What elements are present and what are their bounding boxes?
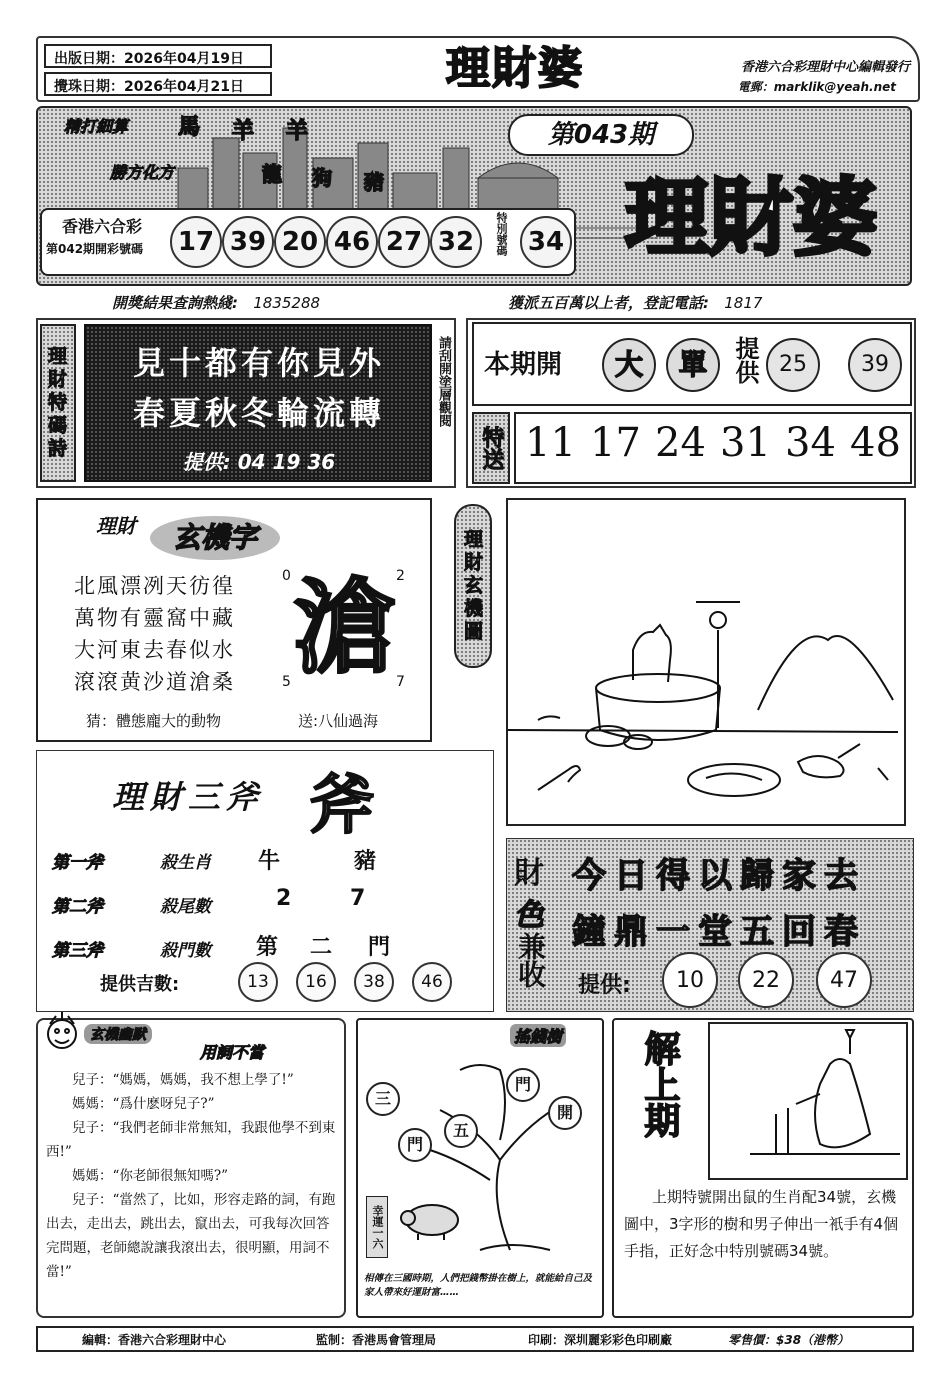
open-big-ball: 大 <box>602 338 656 392</box>
joke-paragraph-1: 兒子：“媽媽，媽媽，我不想上學了!” <box>72 1072 294 1088</box>
axe-char: 斧 <box>310 768 374 843</box>
wealth-ball-1: 10 <box>662 952 718 1008</box>
axe-1-value-2: 豬 <box>354 849 377 874</box>
wealth-provide-label: 提供: <box>578 973 631 998</box>
mystery-guess: 猜：體態龐大的動物 <box>86 712 222 730</box>
mystery-char: 滄 <box>293 568 395 688</box>
axe-3-label: 第三斧 <box>52 941 103 961</box>
banner-tag1: 精打細算 <box>64 117 129 136</box>
joke-body <box>46 1068 336 1284</box>
axe-1-label: 第一斧 <box>52 853 103 873</box>
axe-2-kill: 殺尾數 <box>160 897 211 917</box>
lucky-ball-4: 46 <box>412 962 452 1002</box>
footer-price: 零售價：$38（港幣） <box>728 1333 850 1347</box>
last-issue-picture <box>708 1022 908 1180</box>
poem-provide: 提供: 04 19 36 <box>182 450 336 474</box>
last-issue-title: 解上期 <box>639 1030 680 1138</box>
old-man-drawing-icon <box>710 1024 906 1178</box>
joke-paragraph-2: 媽媽：“爲什麽呀兒子?” <box>72 1096 215 1112</box>
axe-3-value-3: 門 <box>368 935 391 960</box>
corner-top-right: 2 <box>396 568 405 584</box>
axe-2-value-1: 2 <box>276 886 292 911</box>
pig-tag: 幸運一六 <box>366 1196 388 1258</box>
mystery-picture <box>506 498 906 826</box>
special-number-6: 48 <box>850 420 901 466</box>
register-label: 獲派五百萬以上者，登記電話: <box>508 294 709 312</box>
last-issue-text: 上期特號開出鼠的生肖配34號，玄機圖中，3字形的樹和男子伸出一衹手有4個手指，正好念中特別號碼34號。 <box>624 1188 899 1260</box>
banner-tag2: 勝方化方 <box>110 163 175 182</box>
corner-bottom-left: 5 <box>282 674 291 690</box>
special-label: 特別號碼 <box>495 212 508 256</box>
zodiac-bottom-2: 狗 <box>312 166 332 190</box>
open-number-1: 25 <box>766 338 820 392</box>
wealth-side-c: 兼收 <box>514 932 547 988</box>
joke-section: 玄機幽默 <box>84 1024 152 1044</box>
zodiac-top-1: 馬 <box>178 115 201 140</box>
header-email: 電郵：marklik@yeah.net <box>737 80 896 94</box>
mystery-word-brand: 理財 <box>96 514 136 538</box>
result-ball-2: 39 <box>222 216 274 268</box>
axe-2-label: 第二斧 <box>52 897 103 917</box>
special-number-2: 17 <box>590 420 641 466</box>
axe-3-kill: 殺門數 <box>160 941 211 961</box>
wealth-line-1: 今日得以歸家去 <box>572 856 866 896</box>
joke-paragraph-5: 兒子：“當然了，比如，形容走路的詞，有跑出去，走出去，跳出去，竄出去，可我每次回答完問題，老師總說讓我滾出去，很明顯，用詞不當!” <box>46 1192 336 1280</box>
wealth-side-a: 財 <box>514 856 544 891</box>
lucky-ball-2: 16 <box>296 962 336 1002</box>
header-org: 香港六合彩理財中心編輯發行 <box>740 60 910 75</box>
footer <box>36 1326 914 1352</box>
axe-2-value-2: 7 <box>350 886 366 911</box>
register-number: 1817 <box>724 294 763 312</box>
tree-fruit-4: 五 <box>444 1114 478 1148</box>
mystery-line-2: 萬物有靈窩中藏 <box>74 606 235 630</box>
joke-paragraph-3: 兒子：“我們老師非常無知，我跟他學不到東西!” <box>46 1120 336 1160</box>
scratch-note: 請刮開塗層觀閱 <box>436 336 451 427</box>
hotline-query <box>112 292 320 313</box>
lucky-ball-3: 38 <box>354 962 394 1002</box>
special-send-label: 特送 <box>472 412 510 484</box>
axe-1-value-1: 牛 <box>258 849 281 874</box>
axe-3-value-1: 第 <box>256 935 279 960</box>
money-tree-title: 搖錢樹 <box>510 1024 566 1047</box>
lucky-label: 提供吉數: <box>100 974 180 995</box>
pig-icon <box>396 1198 466 1242</box>
result-ball-1: 17 <box>170 216 222 268</box>
result-ball-4: 46 <box>326 216 378 268</box>
result-ball-3: 20 <box>274 216 326 268</box>
hotline-register <box>508 292 762 313</box>
three-axes-title: 理財三斧 <box>112 778 265 816</box>
result-ball-5: 27 <box>378 216 430 268</box>
tree-fruit-3: 開 <box>548 1096 582 1130</box>
zodiac-top-3: 羊 <box>286 119 309 144</box>
query-number: 1835288 <box>253 294 321 312</box>
open-provide-label: 提供 <box>731 336 759 384</box>
footer-printer: 印刷：深圳麗彩彩色印刷廠 <box>528 1333 673 1347</box>
cartoon-face-icon <box>40 1010 84 1054</box>
joke-title: 用詞不當 <box>200 1043 265 1062</box>
open-odd-ball: 單 <box>666 338 720 392</box>
issue-number: 第043期 <box>508 114 694 156</box>
poem-line-1: 見十都有你見外 <box>132 344 385 382</box>
corner-top-left: 0 <box>282 568 291 584</box>
open-label: 本期開 <box>484 350 563 380</box>
mystery-line-1: 北風漂冽天彷徨 <box>74 574 235 598</box>
special-number-5: 34 <box>785 420 836 466</box>
special-numbers <box>518 420 908 466</box>
axe-3-value-2: 二 <box>310 935 333 960</box>
joke-paragraph-4: 媽媽：“你老師很無知嗎?” <box>72 1168 229 1184</box>
corner-bottom-right: 7 <box>396 674 405 690</box>
dog-in-well-drawing-icon <box>508 500 904 824</box>
mystery-line-4: 滾滾黄沙道滄桑 <box>74 670 235 694</box>
special-number-4: 31 <box>720 420 771 466</box>
prev-issue-label: 第042期開彩號碼 <box>46 242 144 256</box>
wealth-ball-2: 22 <box>738 952 794 1008</box>
lottery-label: 香港六合彩 <box>62 217 143 236</box>
axe-1-kill: 殺生肖 <box>160 853 211 873</box>
wealth-ball-3: 47 <box>816 952 872 1008</box>
poem-side-title: 理財特碼詩 <box>40 324 76 482</box>
wealth-line-2: 鐘鼎一堂五回春 <box>572 912 866 952</box>
zodiac-bottom-3: 豬 <box>364 170 384 194</box>
money-tree-caption: 相傳在三國時期，人們把錢幣掛在樹上，就能給自己及家人帶來好運財富…… <box>364 1273 593 1298</box>
footer-supervisor: 監制：香港馬會管理局 <box>316 1333 437 1347</box>
tree-fruit-1: 三 <box>366 1082 400 1116</box>
mystery-picture-side-title: 理財玄機圖 <box>454 504 492 668</box>
tree-fruit-5: 門 <box>398 1128 432 1162</box>
poem-line-2: 春夏秋冬輪流轉 <box>132 394 385 432</box>
result-ball-6: 32 <box>430 216 482 268</box>
tree-fruit-2: 門 <box>506 1068 540 1102</box>
special-ball: 34 <box>520 216 572 268</box>
zodiac-top-2: 羊 <box>232 119 255 144</box>
special-number-1: 11 <box>525 420 576 466</box>
special-number-3: 24 <box>655 420 706 466</box>
zodiac-bottom-1: 龍 <box>262 162 282 186</box>
mystery-line-3: 大河東去春似水 <box>74 638 235 662</box>
banner-big-title: 理財婆 <box>624 168 877 267</box>
wealth-side-b: 色 <box>514 898 544 933</box>
footer-editor: 編輯：香港六合彩理財中心 <box>82 1333 227 1347</box>
mystery-send: 送:八仙過海 <box>298 712 379 730</box>
header-brand: 理財婆 <box>446 43 584 94</box>
lucky-ball-1: 13 <box>238 962 278 1002</box>
publish-date: 出版日期：2026年04月19日 <box>44 44 272 68</box>
draw-date: 攪珠日期：2026年04月21日 <box>44 72 272 96</box>
mystery-word-title: 玄機字 <box>150 516 280 560</box>
open-number-2: 39 <box>848 338 902 392</box>
query-label: 開獎結果查詢熱綫: <box>112 294 238 312</box>
